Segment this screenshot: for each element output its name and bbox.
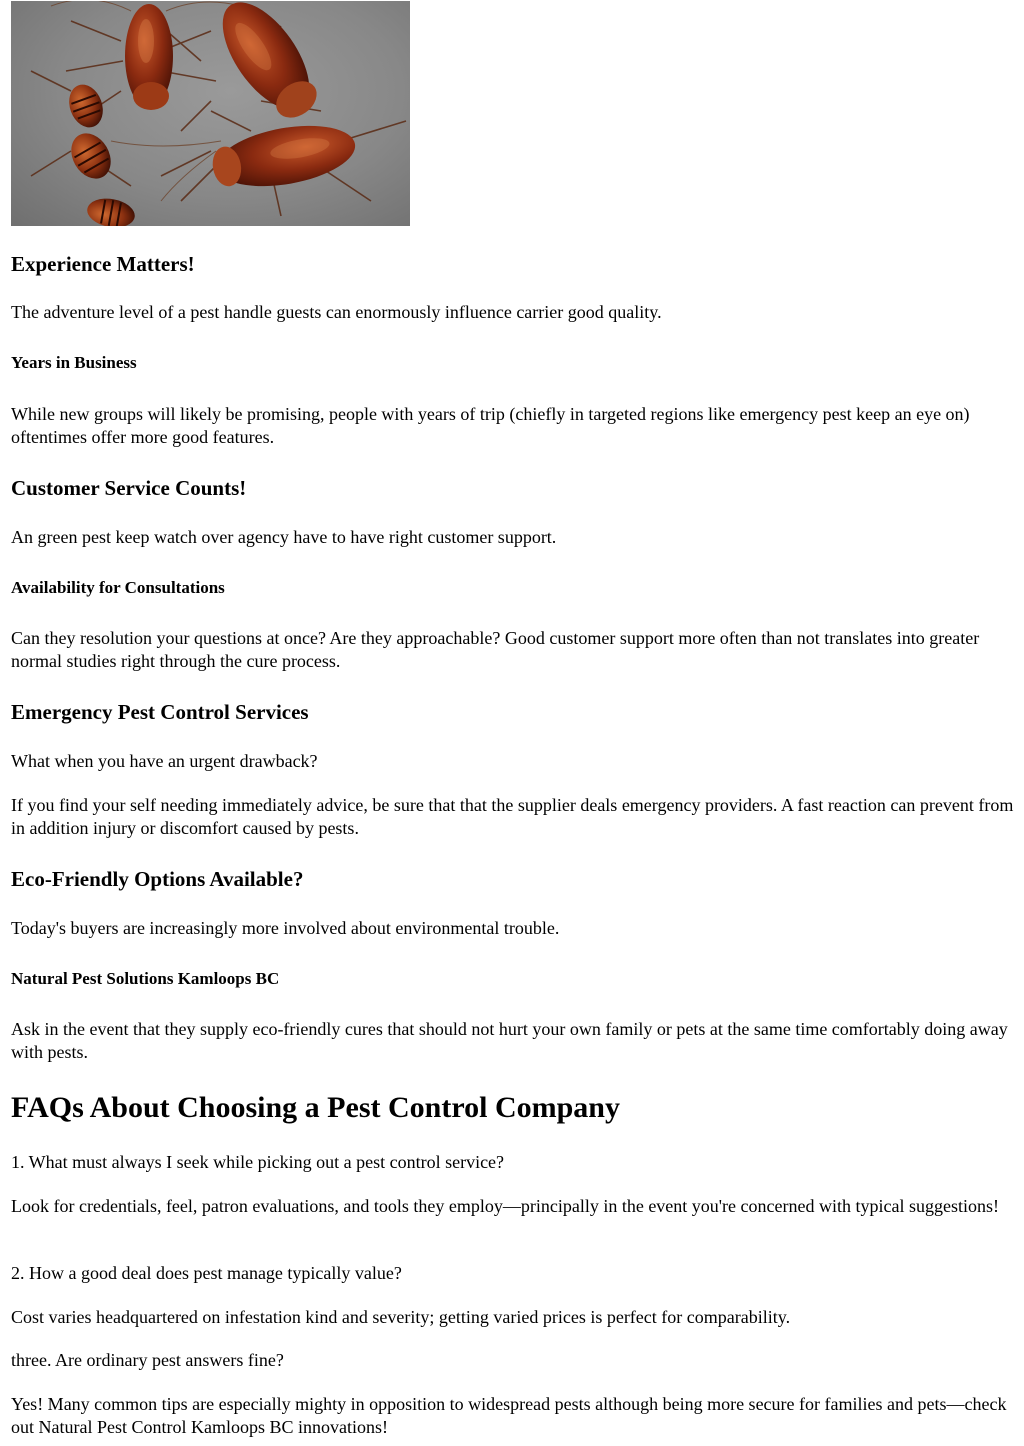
section-title-experience: Experience Matters! <box>11 252 195 276</box>
customer-service-intro: An green pest keep watch over agency have to have right customer support. <box>11 527 557 547</box>
section-title-eco: Eco-Friendly Options Available? <box>11 867 304 891</box>
faq-title: FAQs About Choosing a Pest Control Company <box>11 1091 620 1124</box>
emergency-text: If you find your self needing immediately advice, be sure that that the supplier deals emergency providers. A fast reaction can prevent from in addition injury or discomfort caused by pests. <box>11 795 1014 838</box>
faq-question: three. Are ordinary pest answers fine? <box>11 1350 284 1370</box>
eco-intro: Today's buyers are increasingly more involved about environmental trouble. <box>11 918 560 938</box>
cockroach-photo <box>11 1 410 226</box>
cockroaches-illustration <box>11 1 410 226</box>
subsection-title-years: Years in Business <box>11 353 137 372</box>
years-text: While new groups will likely be promising, people with years of trip (chiefly in targeted regions like emergency pest keep an eye on) oftentimes offer more good features. <box>11 404 970 447</box>
availability-text: Can they resolution your questions at once? Are they approachable? Good customer support more often than not translates into greater normal studies right through the cure process. <box>11 628 980 671</box>
section-title-customer-service: Customer Service Counts! <box>11 476 247 500</box>
subsection-title-natural: Natural Pest Solutions Kamloops BC <box>11 969 280 988</box>
faq-answer: Yes! Many common tips are especially mighty in opposition to widespread pests although being more secure for families and pets—check out Natural Pest Control Kamloops BC innovations! <box>11 1394 1007 1437</box>
article <box>11 0 1017 1437</box>
faq-answer: Look for credentials, feel, patron evaluations, and tools they employ—principally in the event you're concerned with typical suggestions! <box>11 1196 999 1216</box>
faq-question: 2. How a good deal does pest manage typically value? <box>11 1263 402 1283</box>
faq-answer: Cost varies headquartered on infestation kind and severity; getting varied prices is perfect for comparability. <box>11 1307 791 1327</box>
experience-intro: The adventure level of a pest handle guests can enormously influence carrier good quality. <box>11 302 662 322</box>
faq-question: 1. What must always I seek while picking out a pest control service? <box>11 1152 505 1172</box>
natural-text: Ask in the event that they supply eco-friendly cures that should not hurt your own family or pets at the same time comfortably doing away with pests. <box>11 1019 1008 1062</box>
section-title-emergency: Emergency Pest Control Services <box>11 700 309 724</box>
emergency-intro: What when you have an urgent drawback? <box>11 751 318 771</box>
subsection-title-availability: Availability for Consultations <box>11 578 225 597</box>
